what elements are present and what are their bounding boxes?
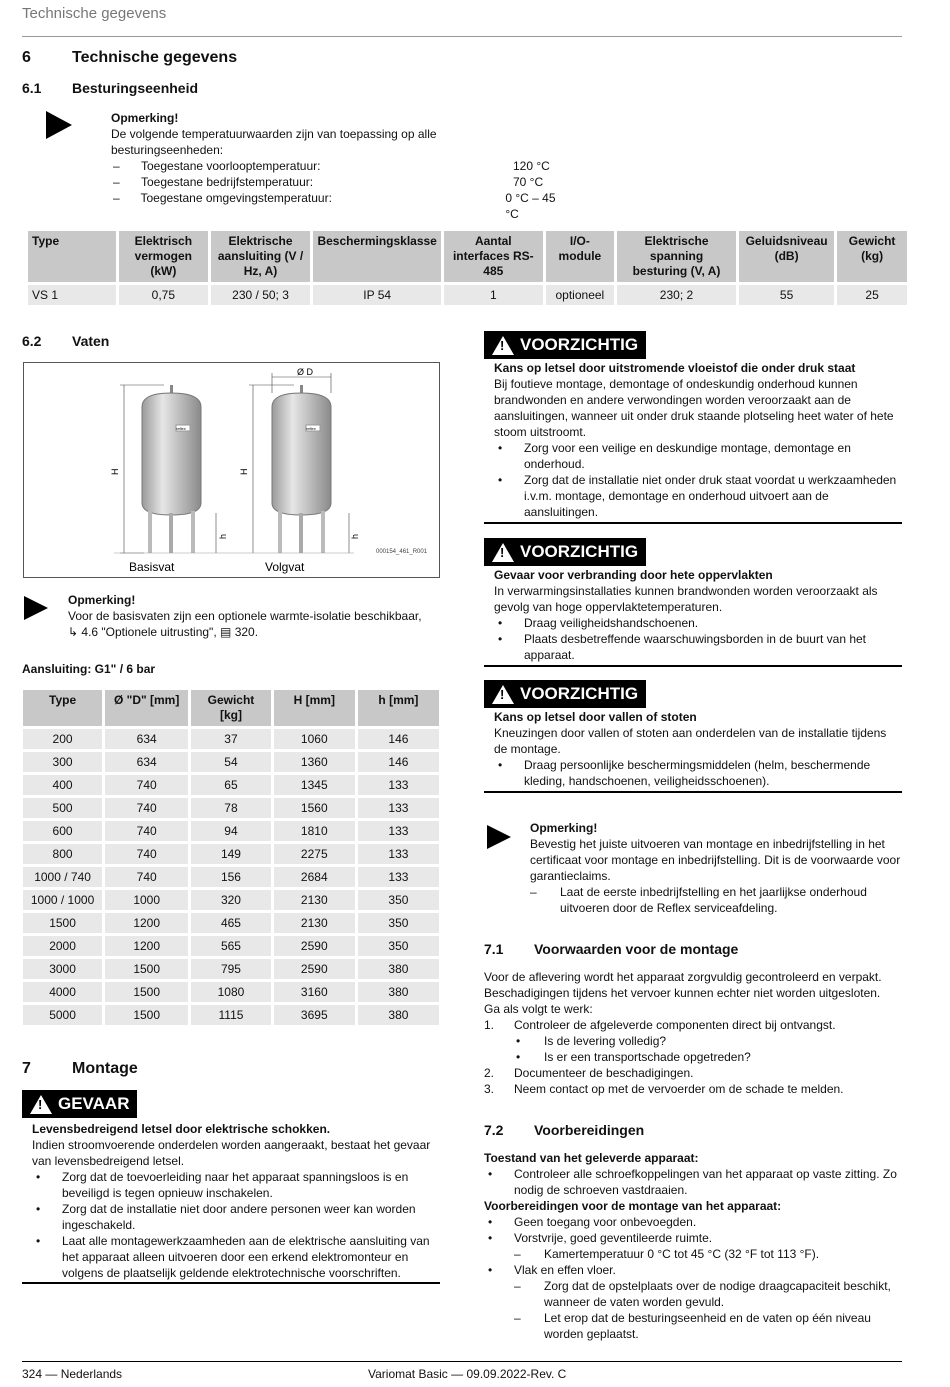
table-cell: 2275 xyxy=(274,844,355,864)
caution-badge: ! VOORZICHTIG xyxy=(484,538,646,566)
section-6-heading xyxy=(22,50,237,66)
table-cell: 380 xyxy=(358,959,439,979)
table-cell: 320 xyxy=(191,890,271,910)
table-cell: 146 xyxy=(358,729,439,749)
table-cell: 1115 xyxy=(191,1005,271,1025)
table-cell: 3160 xyxy=(274,982,355,1002)
table-cell: 156 xyxy=(191,867,271,887)
table-cell: 400 xyxy=(23,775,102,795)
list-item: – Toegestane bedrijfstemperatuur: 70 °C xyxy=(113,175,544,189)
table-header-row: Type Ø "D" [mm] Gewicht [kg] H [mm] h [mm] xyxy=(23,690,439,726)
base-vessel xyxy=(142,385,201,553)
list-item: • Is er een transportschade opgetreden? xyxy=(516,1050,751,1064)
table-cell: 380 xyxy=(358,1005,439,1025)
control-unit-table xyxy=(25,228,910,308)
table-cell: 1345 xyxy=(274,775,355,795)
figure-code: 000154_461_R001 xyxy=(376,549,428,555)
list-item: • Draag veiligheidshandschoenen. xyxy=(498,616,699,630)
table-cell: 350 xyxy=(358,913,439,933)
list-item: 1. Controleer de afgeleverde componenten direct bij ontvangst. xyxy=(484,1018,836,1032)
list-item: • Controleer alle schroefkoppelingen van het apparaat op vaste zitting. Zo nodig de schroeven vastdraaien. xyxy=(488,1167,897,1197)
table-cell: 2130 xyxy=(274,890,355,910)
vessel-figure xyxy=(23,362,440,578)
section-6-1-heading xyxy=(22,80,198,96)
height-label: H xyxy=(110,468,120,475)
list-item: • Geen toegang voor onbevoegden. xyxy=(488,1215,697,1229)
section-number: 7.1 xyxy=(484,941,504,957)
table-row xyxy=(23,821,439,841)
table-row xyxy=(23,1005,439,1025)
table-cell: 1500 xyxy=(105,1005,188,1025)
running-head: Technische gegevens xyxy=(22,5,167,22)
table-cell: 200 xyxy=(23,729,102,749)
table-cell: 2130 xyxy=(274,913,355,933)
table-cell: 350 xyxy=(358,890,439,910)
brand-logo: reflex xyxy=(306,426,316,431)
block-divider xyxy=(484,791,902,793)
table-cell: 1560 xyxy=(274,798,355,818)
table-row xyxy=(23,936,439,956)
note-arrow-icon xyxy=(46,111,72,139)
list-item: • Laat alle montagewerkzaamheden aan de elektrische aansluiting van het apparaat alleen uitvoeren door een erkend elektromonteur en volgens de plaatselijk geldende elektrotechnische voorschriften. xyxy=(36,1234,430,1280)
section-6-2-heading xyxy=(22,333,109,349)
section-number: 7 xyxy=(22,1060,31,1077)
table-row xyxy=(23,982,439,1002)
table-cell: 1810 xyxy=(274,821,355,841)
section-7-2-body: Toestand van het geleverde apparaat: • Controleer alle schroefkoppelingen van het apparaat op vaste zitting. Zo nodig de schroeven vastdraaien. Voorbereidingen voor de montage van het apparaat: • Geen toegang voor onbevoegden. • Vorstvrije, goed geventileerde ruimte. – Kamertemperatuur 0 °C tot 45 °C (32 °F tot 113 °F). • Vlak en effen vloer. – Zorg dat de opstelplaats over de nodige draagcapaciteit beschikt, wanneer de vaten worden gevuld. – Let erop dat de besturingseenheid en de vaten op één niveau worden geplaatst. xyxy=(484,1150,902,1342)
list-item: • Zorg dat de installatie niet door andere personen weer kan worden ingeschakeld. xyxy=(36,1202,416,1232)
section-title: Montage xyxy=(72,1060,138,1077)
table-cell: 3695 xyxy=(274,1005,355,1025)
table-cell: 1500 xyxy=(105,959,188,979)
table-cell: 465 xyxy=(191,913,271,933)
table-row xyxy=(23,752,439,772)
section-title: Voorwaarden voor de montage xyxy=(534,941,739,957)
note-text: De volgende temperatuurwaarden zijn van toepassing op alle besturingseenheden: xyxy=(111,127,437,157)
note-arrow-icon xyxy=(487,825,511,849)
list-item: • Vorstvrije, goed geventileerde ruimte. xyxy=(488,1231,713,1245)
list-item: • Zorg voor een veilige en deskundige montage, demontage en onderhoud. xyxy=(498,441,851,471)
section-7-1-body: Voor de aflevering wordt het apparaat zorgvuldig gecontroleerd en verpakt. Beschadigingen tijdens het vervoer kunnen echter niet worden uitgesloten. Ga als volgt te werk: 1. Controleer de afgeleverde componenten direct bij ontvangst. • Is de levering volledig? • Is er een transportschade opgetreden? 2. Documenteer de beschadigingen. 3. Neem contact op met de vervoerder om de schade te melden. xyxy=(484,969,902,1097)
section-title: Besturingseenheid xyxy=(72,80,199,96)
table-cell: 3000 xyxy=(23,959,102,979)
table-cell: 5000 xyxy=(23,1005,102,1025)
table-cell: 1060 xyxy=(274,729,355,749)
section-title: Technische gegevens xyxy=(72,49,238,66)
block-divider xyxy=(22,1282,440,1284)
table-cell: 65 xyxy=(191,775,271,795)
table-row xyxy=(23,775,439,795)
table-cell: 1000 xyxy=(105,890,188,910)
list-item: • Vlak en effen vloer. xyxy=(488,1263,616,1277)
section-number: 6 xyxy=(22,49,31,66)
page-icon: ▤ xyxy=(220,625,232,639)
caution-badge: ! VOORZICHTIG xyxy=(484,331,646,359)
list-item: • Zorg dat de installatie niet onder druk staat voordat u werkzaamheden i.v.m. montage, demontage en onderhoud uitvoert aan de aansluitingen. xyxy=(498,473,897,519)
table-cell: 78 xyxy=(191,798,271,818)
table-cell: 149 xyxy=(191,844,271,864)
table-cell: 54 xyxy=(191,752,271,772)
danger-list xyxy=(32,1169,440,1281)
note-arrow-icon xyxy=(24,596,48,620)
height-label: H xyxy=(239,468,249,475)
vessel-illustration xyxy=(24,363,439,577)
list-item: • Plaats desbetreffende waarschuwingsborden in de buurt van het apparaat. xyxy=(498,632,867,662)
table-cell: 500 xyxy=(23,798,102,818)
section-number: 7.2 xyxy=(484,1122,504,1138)
table-row xyxy=(23,798,439,818)
table-row xyxy=(23,959,439,979)
table-cell: 740 xyxy=(105,844,188,864)
section-title: Voorbereidingen xyxy=(534,1122,645,1138)
section-title: Vaten xyxy=(72,333,110,349)
block-divider xyxy=(484,522,902,524)
table-row xyxy=(23,844,439,864)
warning-icon: ! xyxy=(492,336,514,355)
table-cell: 300 xyxy=(23,752,102,772)
table-cell: 2684 xyxy=(274,867,355,887)
note-commissioning: Opmerking! Bevestig het juiste uitvoeren van montage en inbedrijfstelling in het certificaat voor montage en inbedrijfstelling. Dit is de voorwaarde voor garantieclaims. – Laat de eerste inbedrijfstelling en het jaarlijkse onderhoud uitvoeren door de Reflex serviceafdeling. xyxy=(530,821,901,915)
table-cell: 740 xyxy=(105,775,188,795)
table-cell: 133 xyxy=(358,798,439,818)
follow-vessel xyxy=(272,385,331,553)
footer-divider xyxy=(22,1361,902,1362)
warning-icon: ! xyxy=(30,1095,52,1114)
table-cell: 350 xyxy=(358,936,439,956)
brand-logo: reflex xyxy=(176,426,186,431)
table-cell: 133 xyxy=(358,867,439,887)
table-cell: 1000 / 740 xyxy=(23,867,102,887)
table-cell: 1360 xyxy=(274,752,355,772)
table-cell: 94 xyxy=(191,821,271,841)
caution-block-falling: ! VOORZICHTIG Kans op letsel door vallen of stoten Kneuzingen door vallen of stoten aan onderdelen van de installatie tijdens de montage. • Draag persoonlijke beschermingsmiddelen (helm, beschermende kleding, handschoenen, veiligheidsschoenen). xyxy=(484,680,902,793)
table-row xyxy=(23,729,439,749)
table-cell: 1200 xyxy=(105,913,188,933)
cross-reference-link[interactable]: 4.6 "Optionele uitrusting", xyxy=(81,625,217,639)
table-row: VS 1 0,75 230 / 50; 3 IP 54 1 optioneel 230; 2 55 25 xyxy=(28,285,907,305)
table-cell: 740 xyxy=(105,821,188,841)
note-title: Opmerking! xyxy=(111,111,179,125)
table-cell: 133 xyxy=(358,844,439,864)
table-cell: 2590 xyxy=(274,936,355,956)
foot-height-label: h xyxy=(350,533,360,539)
table-row xyxy=(23,867,439,887)
table-cell: 37 xyxy=(191,729,271,749)
list-item: – Let erop dat de besturingseenheid en de vaten op één niveau worden geplaatst. xyxy=(514,1311,871,1341)
table-cell: 4000 xyxy=(23,982,102,1002)
list-item: 2. Documenteer de beschadigingen. xyxy=(484,1066,694,1080)
footer-page-number: 324 — Nederlands xyxy=(22,1367,123,1381)
list-item: – Laat de eerste inbedrijfstelling en het jaarlijkse onderhoud uitvoeren door de Reflex serviceafdeling. xyxy=(530,885,867,915)
section-7-2-heading xyxy=(484,1122,644,1138)
vessel-table xyxy=(20,687,442,1028)
foot-height-label: h xyxy=(218,533,228,539)
section-7-heading xyxy=(22,1061,138,1077)
table-cell: 1500 xyxy=(105,982,188,1002)
warning-icon: ! xyxy=(492,685,514,704)
table-cell: 565 xyxy=(191,936,271,956)
table-row xyxy=(23,913,439,933)
danger-badge: ! GEVAAR xyxy=(22,1090,137,1118)
table-cell: 600 xyxy=(23,821,102,841)
table-cell: 2000 xyxy=(23,936,102,956)
list-item: – Toegestane omgevingstemperatuur: 0 °C – 45 °C xyxy=(113,191,556,221)
table-cell: 795 xyxy=(191,959,271,979)
table-cell: 133 xyxy=(358,821,439,841)
header-divider xyxy=(22,36,902,37)
caution-block-hot-surfaces: ! VOORZICHTIG Gevaar voor verbranding door hete oppervlakten In verwarmingsinstallaties kunnen brandwonden worden veroorzaakt als gevolg van hoge oppervlaktetemperaturen. • Draag veiligheidshandschoenen. • Plaats desbetreffende waarschuwingsborden in de buurt van het apparaat. xyxy=(484,538,902,667)
caution-badge: ! VOORZICHTIG xyxy=(484,680,646,708)
list-item: 3. Neem contact op met de vervoerder om de schade te melden. xyxy=(484,1082,844,1096)
diameter-label: Ø D xyxy=(297,367,314,377)
list-item: – Zorg dat de opstelplaats over de nodige draagcapaciteit beschikt, wanneer de vaten worden gevuld. xyxy=(514,1279,891,1309)
note-insulation: Opmerking! Voor de basisvaten zijn een optionele warmte-isolatie beschikbaar, ↳ 4.6 "Optionele uitrusting", ▤ 320. xyxy=(68,593,422,639)
note-temperatures xyxy=(111,110,571,222)
table-cell: 146 xyxy=(358,752,439,772)
link-arrow-icon: ↳ xyxy=(68,625,82,639)
table-cell: 800 xyxy=(23,844,102,864)
table-cell: 1200 xyxy=(105,936,188,956)
list-item: • Is de levering volledig? xyxy=(516,1034,667,1048)
caption-volgvat: Volgvat xyxy=(265,560,305,574)
table-cell: 740 xyxy=(105,867,188,887)
caution-block-pressure: ! VOORZICHTIG Kans op letsel door uitstromende vloeistof die onder druk staat Bij foutieve montage, demontage of ondeskundig onderhoud kunnen brandwonden en andere verwondingen worden veroorzaakt aan de aansluitingen, wanneer uit onder druk staande plotseling heet water of hete stoom uitstroomt. • Zorg voor een veilige en deskundige montage, demontage en onderhoud. • Zorg dat de installatie niet onder druk staat voordat u werkzaamheden i.v.m. montage, demontage en onderhoud uitvoert aan de aansluitingen. xyxy=(484,331,902,524)
table-header-row: Type Elektrisch vermogen (kW) Elektrische aansluiting (V / Hz, A) Beschermingsklasse Aantal interfaces RS-485 I/O-module Elektrische spanning besturing (V, A) Geluidsniveau (dB) Gewicht (kg) xyxy=(28,231,907,282)
list-item: • Zorg dat de toevoerleiding naar het apparaat spanningsloos is en beveiligd is tegen opnieuw inschakelen. xyxy=(36,1170,409,1200)
list-item: • Draag persoonlijke beschermingsmiddelen (helm, beschermende kleding, handschoenen, veiligheidsschoenen). xyxy=(498,758,871,788)
table-cell: 133 xyxy=(358,775,439,795)
connection-spec: Aansluiting: G1" / 6 bar xyxy=(22,662,156,676)
caption-basisvat: Basisvat xyxy=(129,560,175,574)
section-number: 6.1 xyxy=(22,80,42,96)
block-divider xyxy=(484,665,902,667)
table-cell: 634 xyxy=(105,752,188,772)
table-cell: 1000 / 1000 xyxy=(23,890,102,910)
danger-block: ! GEVAAR Levensbedreigend letsel door elektrische schokken. Indien stroomvoerende onderdelen worden aangeraakt, bestaat het gevaar van levensbedreigend letsel. • Zorg dat de toevoerleiding naar het apparaat spanningsloos is en beveiligd is tegen opnieuw inschakelen. • Zorg dat de installatie niet door andere personen weer kan worden ingeschakeld. • Laat alle montagewerkzaamheden aan de elektrische aansluiting van het apparaat alleen uitvoeren door een erkend elektromonteur en volgens de plaatselijk geldende elektrotechnische voorschriften. xyxy=(22,1090,440,1284)
table-cell: 1500 xyxy=(23,913,102,933)
list-item: – Kamertemperatuur 0 °C tot 45 °C (32 °F tot 113 °F). xyxy=(514,1247,820,1261)
table-cell: 380 xyxy=(358,982,439,1002)
table-cell: 740 xyxy=(105,798,188,818)
table-cell: 2590 xyxy=(274,959,355,979)
table-cell: 634 xyxy=(105,729,188,749)
footer-document-title: Variomat Basic — 09.09.2022-Rev. C xyxy=(368,1367,567,1381)
table-cell: 1080 xyxy=(191,982,271,1002)
table-row xyxy=(23,890,439,910)
section-7-1-heading xyxy=(484,941,738,957)
warning-icon: ! xyxy=(492,543,514,562)
list-item: – Toegestane voorlooptemperatuur: 120 °C xyxy=(113,159,550,173)
section-number: 6.2 xyxy=(22,333,42,349)
